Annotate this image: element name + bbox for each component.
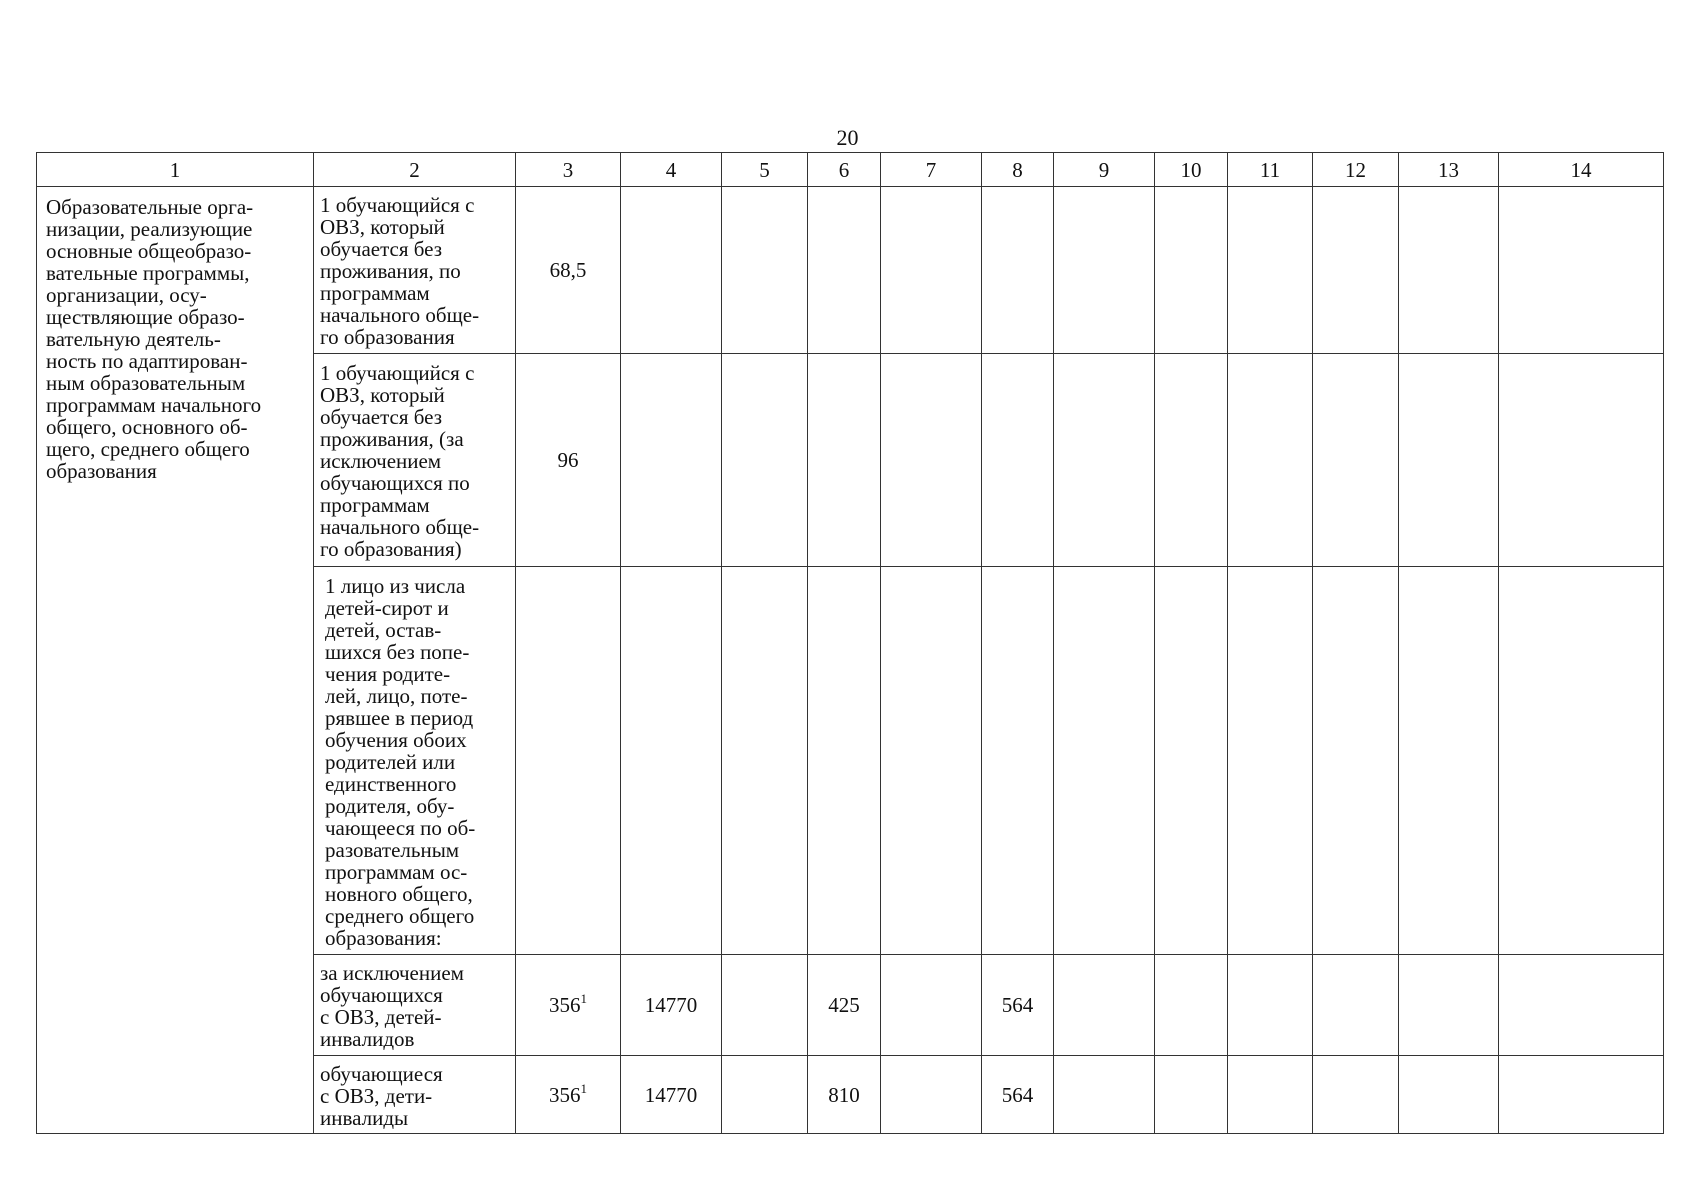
header-cell: 4 <box>621 153 722 187</box>
row-description: 1 лицо из числа детей-сирот и детей, остав- шихся без попе- чения родите- лей, лицо, поте- рявшее в период обучения обоих родителей или единственного родителя, обу- чающееся по об- разовательным программам ос- новного общего, среднего общего образования: <box>314 567 516 955</box>
header-cell: 8 <box>982 153 1054 187</box>
empty-cell <box>1313 1056 1399 1134</box>
empty-cell <box>881 955 982 1056</box>
empty-cell <box>1499 354 1664 567</box>
value-col3 <box>516 567 621 955</box>
header-cell: 13 <box>1399 153 1499 187</box>
header-cell: 10 <box>1155 153 1228 187</box>
value-col4: 14770 <box>621 1056 722 1134</box>
value-text: 68,5 <box>549 258 587 282</box>
empty-cell <box>722 1056 808 1134</box>
header-cell: 14 <box>1499 153 1664 187</box>
empty-cell <box>722 354 808 567</box>
empty-cell <box>1155 1056 1228 1134</box>
empty-cell <box>1054 1056 1155 1134</box>
empty-cell <box>1313 567 1399 955</box>
data-table <box>36 152 1664 1134</box>
value-col3 <box>516 187 621 354</box>
value-col3 <box>516 1056 621 1134</box>
empty-cell <box>1399 955 1499 1056</box>
header-cell: 11 <box>1228 153 1313 187</box>
empty-cell <box>881 187 982 354</box>
value-text: 96 <box>557 448 579 472</box>
empty-cell <box>1155 354 1228 567</box>
empty-cell <box>1499 187 1664 354</box>
value-col8 <box>982 354 1054 567</box>
empty-cell <box>881 567 982 955</box>
value-col3 <box>516 354 621 567</box>
empty-cell <box>1054 354 1155 567</box>
value-col6: 810 <box>808 1056 881 1134</box>
row-description: обучающиеся с ОВЗ, дети- инвалиды <box>314 1056 516 1134</box>
empty-cell <box>722 567 808 955</box>
page-number: 20 <box>836 125 859 150</box>
header-cell: 5 <box>722 153 808 187</box>
empty-cell <box>1499 955 1664 1056</box>
value-col8 <box>982 567 1054 955</box>
value-col6 <box>808 567 881 955</box>
value-col6 <box>808 354 881 567</box>
empty-cell <box>1399 354 1499 567</box>
header-cell: 1 <box>37 153 314 187</box>
value-col6 <box>808 187 881 354</box>
value-text: 356 <box>549 993 581 1017</box>
value-text: 356 <box>549 1082 581 1107</box>
header-cell: 2 <box>314 153 516 187</box>
value-col4 <box>621 567 722 955</box>
value-col3 <box>516 955 621 1056</box>
value-col4 <box>621 354 722 567</box>
empty-cell <box>722 955 808 1056</box>
header-cell: 12 <box>1313 153 1399 187</box>
header-cell: 7 <box>881 153 982 187</box>
footnote-mark: 1 <box>580 1080 587 1096</box>
empty-cell <box>1054 187 1155 354</box>
row-description: за исключением обучающихся с ОВЗ, детей- инвалидов <box>314 955 516 1056</box>
value-col8: 564 <box>982 955 1054 1056</box>
empty-cell <box>881 354 982 567</box>
empty-cell <box>881 1056 982 1134</box>
empty-cell <box>1054 955 1155 1056</box>
empty-cell <box>1313 354 1399 567</box>
header-cell: 3 <box>516 153 621 187</box>
empty-cell <box>1399 567 1499 955</box>
empty-cell <box>1155 567 1228 955</box>
empty-cell <box>1054 567 1155 955</box>
empty-cell <box>1228 567 1313 955</box>
header-cell: 9 <box>1054 153 1155 187</box>
value-col4 <box>621 187 722 354</box>
table-row <box>37 187 1664 354</box>
value-col6: 425 <box>808 955 881 1056</box>
empty-cell <box>1399 187 1499 354</box>
empty-cell <box>1228 187 1313 354</box>
empty-cell <box>1313 955 1399 1056</box>
empty-cell <box>1499 567 1664 955</box>
value-col8: 564 <box>982 1056 1054 1134</box>
row-description: 1 обучающийся с ОВЗ, который обучается без проживания, по программам начального обще- го образования <box>314 187 516 354</box>
header-cell: 6 <box>808 153 881 187</box>
header-row <box>37 153 1664 187</box>
empty-cell <box>1313 187 1399 354</box>
footnote-mark: 1 <box>580 991 587 1006</box>
row-description: 1 обучающийся с ОВЗ, который обучается без проживания, (за исключением обучающихся по программам начального обще- го образования) <box>314 354 516 567</box>
empty-cell <box>1155 187 1228 354</box>
empty-cell <box>1155 955 1228 1056</box>
empty-cell <box>1499 1056 1664 1134</box>
organization-type-cell: Образовательные орга- низации, реализующие основные общеобразо- вательные программы, организации, осу- ществляющие образо- вательную деятель- ность по адаптирован- ным образовательным программам начального общего, основного об- щего, среднего общего образования <box>37 187 314 1134</box>
value-col8 <box>982 187 1054 354</box>
empty-cell <box>1228 1056 1313 1134</box>
empty-cell <box>722 187 808 354</box>
empty-cell <box>1228 955 1313 1056</box>
empty-cell <box>1399 1056 1499 1134</box>
empty-cell <box>1228 354 1313 567</box>
value-col4: 14770 <box>621 955 722 1056</box>
